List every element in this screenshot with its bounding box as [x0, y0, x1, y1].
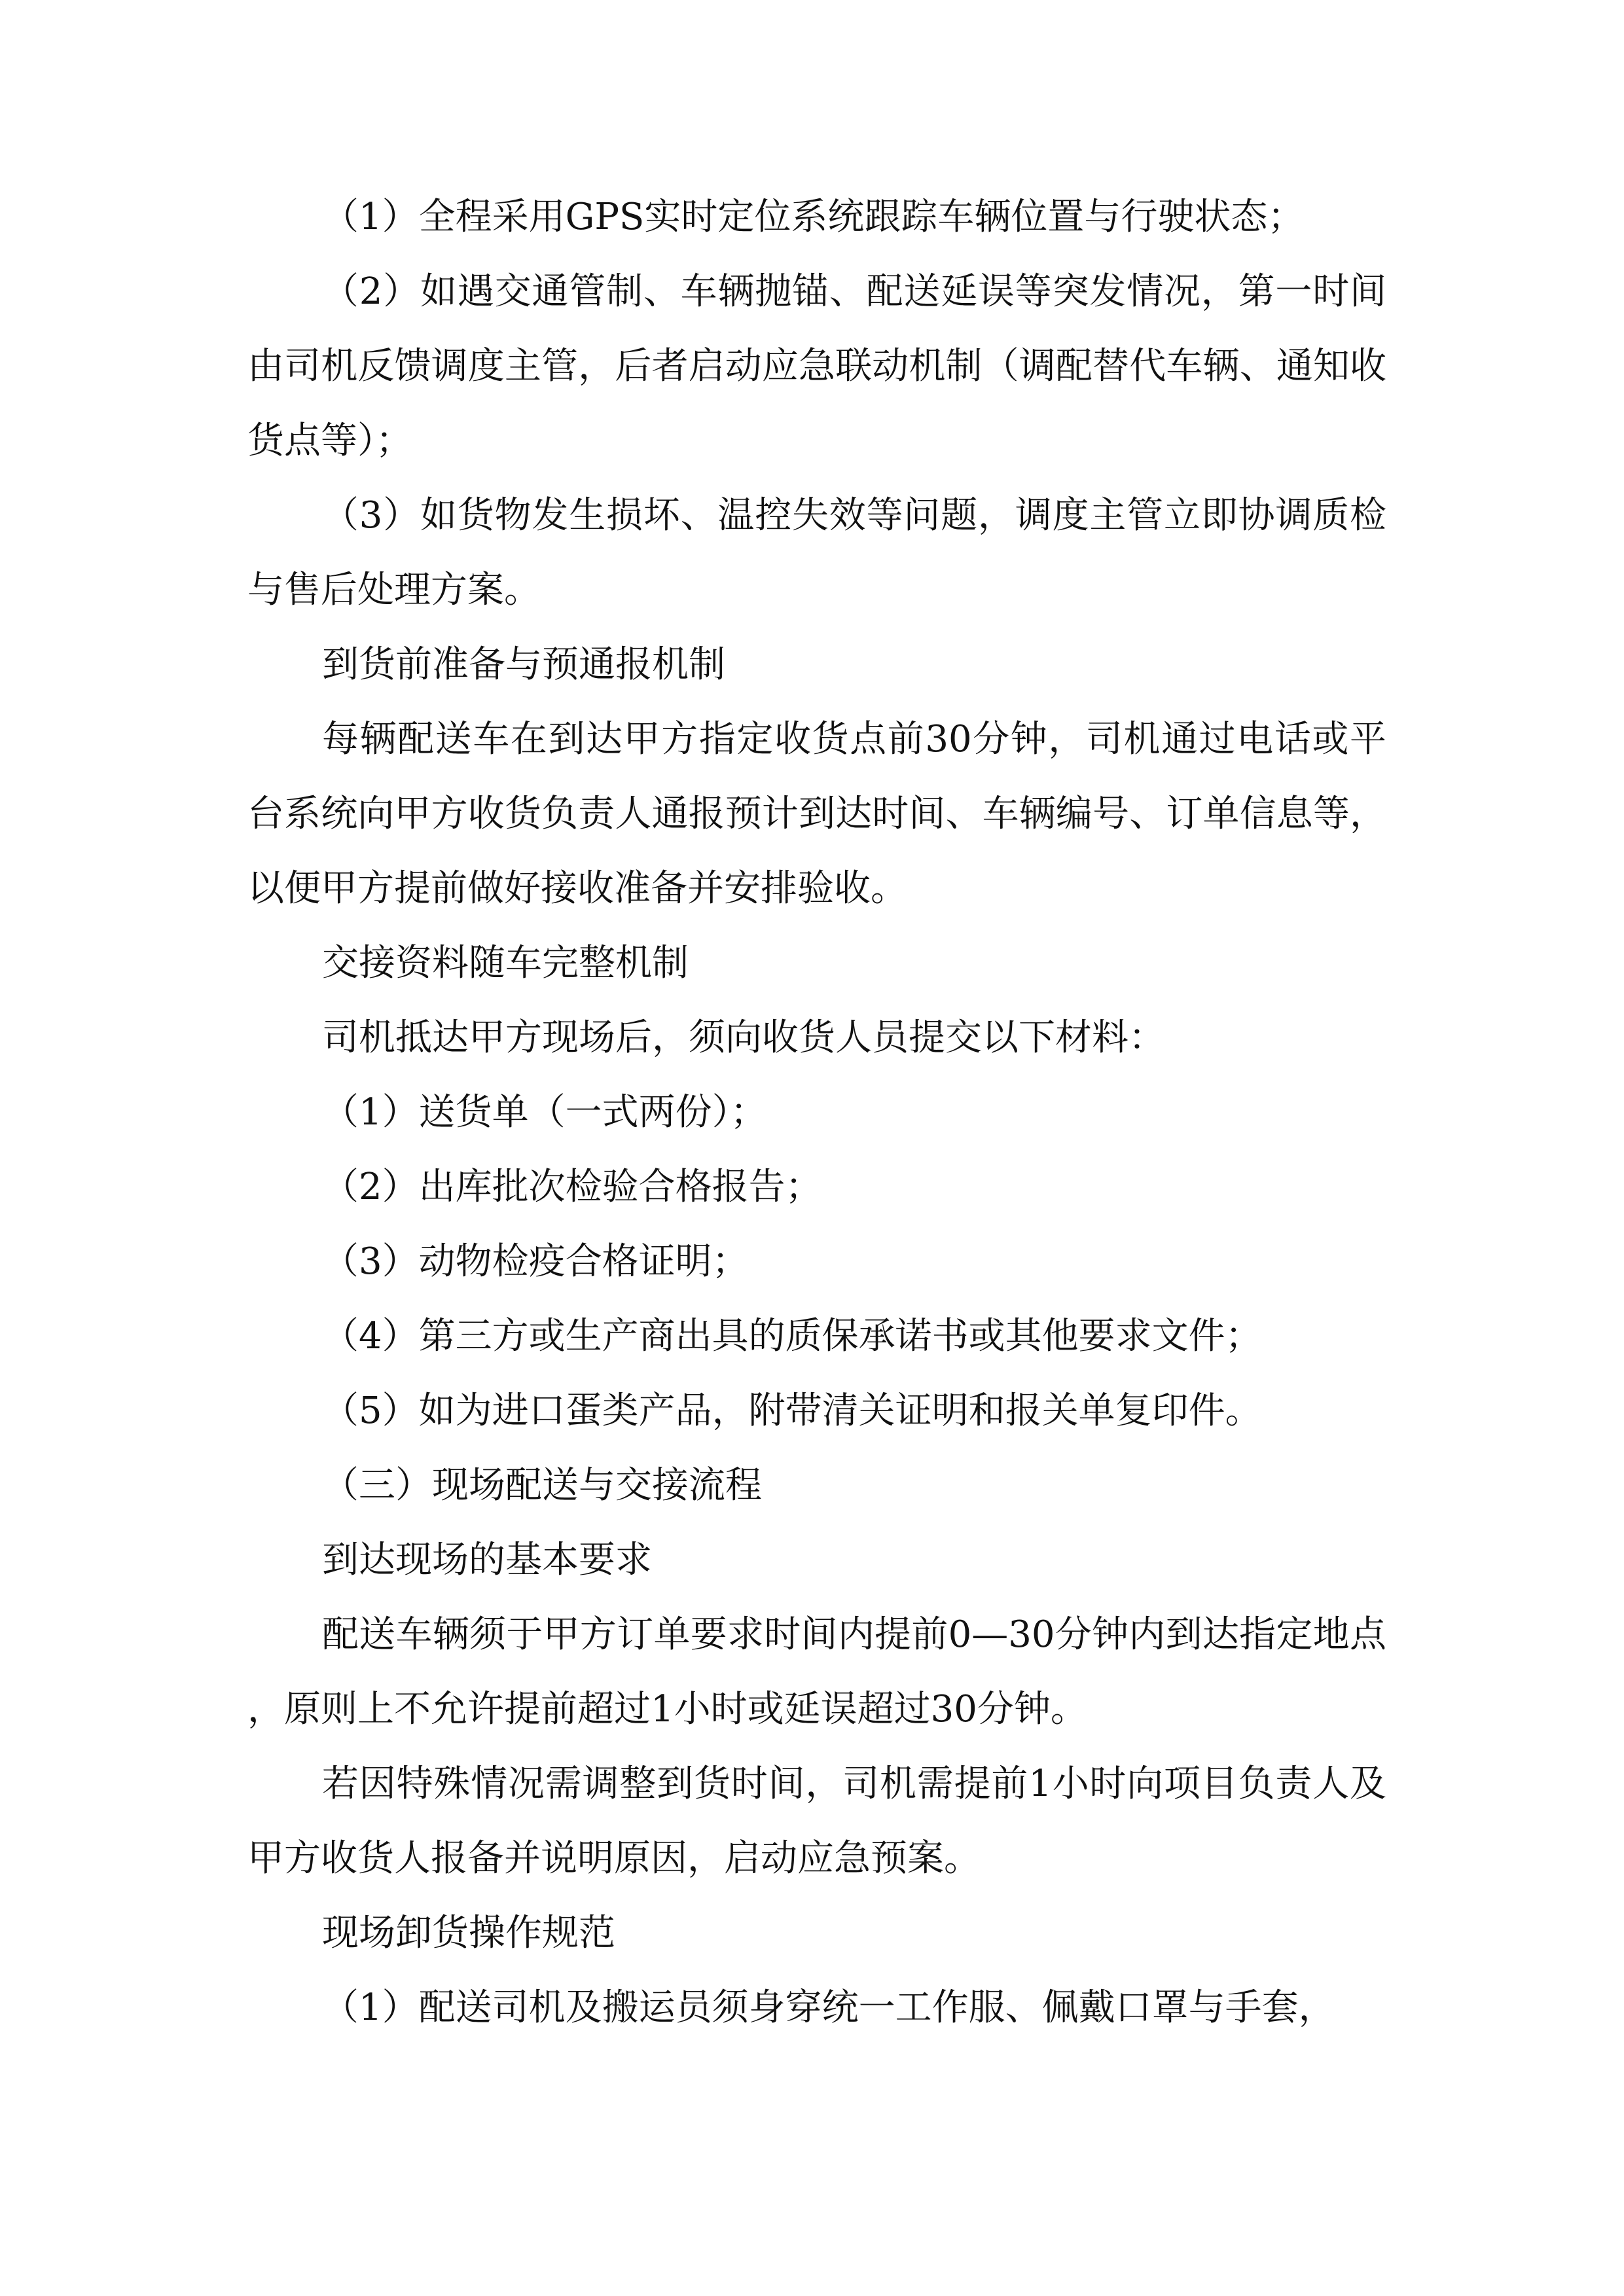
section-heading-pre-arrival: 到货前准备与预通报机制	[322, 643, 725, 686]
list-item-customs-documents: （5）如为进口蛋类产品，附带清关证明和报关单复印件。	[322, 1390, 1262, 1432]
paragraph-gps-tracking: （1）全程采用GPS实时定位系统跟踪车辆位置与行驶状态；	[322, 196, 1305, 238]
list-item-quality-guarantee: （4）第三方或生产商出具的质保承诺书或其他要求文件；	[322, 1315, 1262, 1357]
paragraph-emergency-handling: （2）如遇交通管制、车辆抛锚、配送延误等突发情况，第一时间由司机反馈调度主管，后者启动应急联动机制（调配替代车辆、通知收货点等）；	[247, 270, 1386, 462]
list-item-inspection-report: （2）出库批次检验合格报告；	[322, 1166, 822, 1208]
document-body	[247, 180, 1386, 2045]
subsection-heading-arrival-requirements: 到达现场的基本要求	[322, 1539, 652, 1581]
paragraph-arrival-window: 配送车辆须于甲方订单要求时间内提前0—30分钟内到达指定地点，原则上不允许提前超过1小时或延误超过30分钟。	[247, 1613, 1386, 1731]
list-item-quarantine-certificate: （3）动物检疫合格证明；	[322, 1240, 749, 1283]
paragraph-pre-arrival-notice: 每辆配送车在到达甲方指定收货点前30分钟，司机通过电话或平台系统向甲方收货负责人通报预计到达时间、车辆编号、订单信息等，以便甲方提前做好接收准备并安排验收。	[247, 718, 1386, 910]
section-heading-onsite-delivery: （三）现场配送与交接流程	[322, 1464, 762, 1507]
list-item-delivery-note: （1）送货单（一式两份）；	[322, 1091, 767, 1134]
subsection-heading-unloading-rules: 现场卸货操作规范	[322, 1912, 615, 1954]
paragraph-materials-intro: 司机抵达甲方现场后，须向收货人员提交以下材料：	[322, 1016, 1165, 1059]
section-heading-handover-documents: 交接资料随车完整机制	[322, 942, 689, 984]
paragraph-schedule-adjustment: 若因特殊情况需调整到货时间，司机需提前1小时向项目负责人及甲方收货人报备并说明原因，启动应急预案。	[247, 1763, 1386, 1880]
paragraph-damage-handling: （3）如货物发生损坏、温控失效等问题，调度主管立即协调质检与售后处理方案。	[247, 494, 1386, 611]
list-item-uniform-requirement: （1）配送司机及搬运员须身穿统一工作服、佩戴口罩与手套，	[322, 1986, 1335, 2029]
